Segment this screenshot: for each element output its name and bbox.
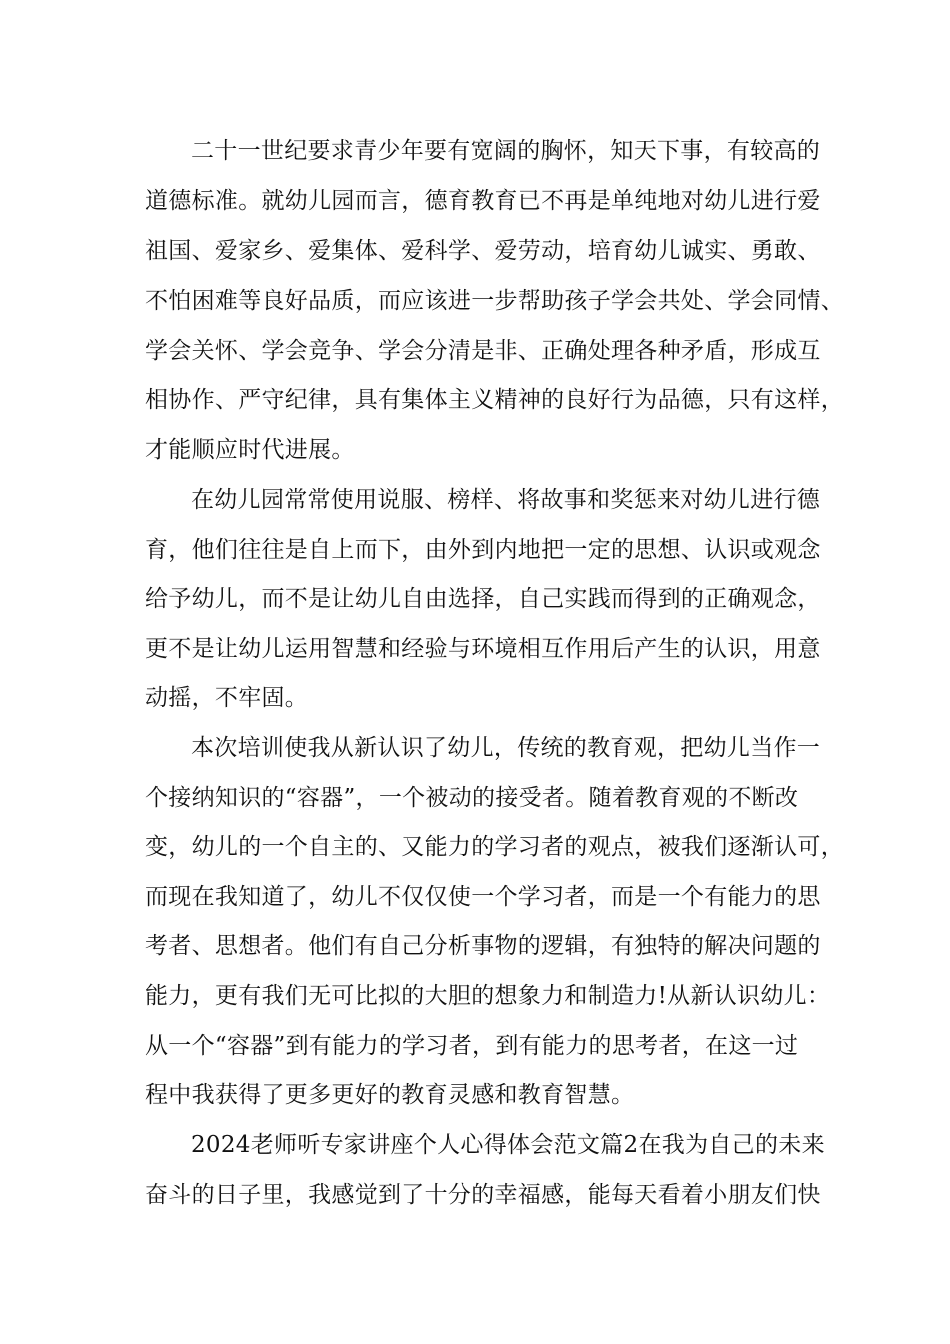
text-line: 给予幼儿，而不是让幼儿自由选择，自己实践而得到的正确观念，	[145, 586, 821, 612]
text-line: 在幼儿园常常使用说服、榜样、将故事和奖惩来对幼儿进行德	[191, 487, 821, 513]
text-line: 考者、思想者。他们有自己分析事物的逻辑，有独特的解决问题的	[145, 933, 821, 959]
text-line: 育，他们往往是自上而下，由外到内地把一定的思想、认识或观念	[145, 537, 821, 563]
text-line: 2024老师听专家讲座个人心得体会范文篇2在我为自己的未来	[191, 1132, 825, 1158]
text-line: 祖国、爱家乡、爱集体、爱科学、爱劳动，培育幼儿诚实、勇敢、	[145, 238, 821, 264]
text-line: 而现在我知道了，幼儿不仅仅使一个学习者，而是一个有能力的思	[145, 884, 821, 910]
text-line: 学会关怀、学会竞争、学会分清是非、正确处理各种矛盾，形成互	[145, 338, 821, 364]
text-line: 变，幼儿的一个自主的、又能力的学习者的观点，被我们逐渐认可，	[145, 834, 844, 860]
text-line: 不怕困难等良好品质，而应该进一步帮助孩子学会共处、学会同情、	[145, 288, 844, 314]
text-line: 动摇，不牢固。	[145, 685, 309, 711]
text-line: 从一个“容器”到有能力的学习者，到有能力的思考者，在这一过	[145, 1033, 799, 1059]
text-line: 本次培训使我从新认识了幼儿，传统的教育观，把幼儿当作一	[191, 735, 821, 761]
text-line: 个接纳知识的“容器”，一个被动的接受者。随着教育观的不断改	[145, 785, 799, 811]
text-line: 相协作、严守纪律，具有集体主义精神的良好行为品德，只有这样，	[145, 387, 844, 413]
text-line: 程中我获得了更多更好的教育灵感和教育智慧。	[145, 1082, 635, 1108]
text-line: 二十一世纪要求青少年要有宽阔的胸怀，知天下事，有较高的	[191, 138, 821, 164]
text-line: 能力，更有我们无可比拟的大胆的想象力和制造力!从新认识幼儿：	[145, 983, 831, 1009]
text-line: 道德标准。就幼儿园而言，德育教育已不再是单纯地对幼儿进行爱	[145, 188, 821, 214]
text-line: 才能顺应时代进展。	[145, 437, 355, 463]
text-line: 奋斗的日子里，我感觉到了十分的幸福感，能每天看着小朋友们快	[145, 1182, 821, 1208]
text-line: 更不是让幼儿运用智慧和经验与环境相互作用后产生的认识，用意	[145, 636, 821, 662]
